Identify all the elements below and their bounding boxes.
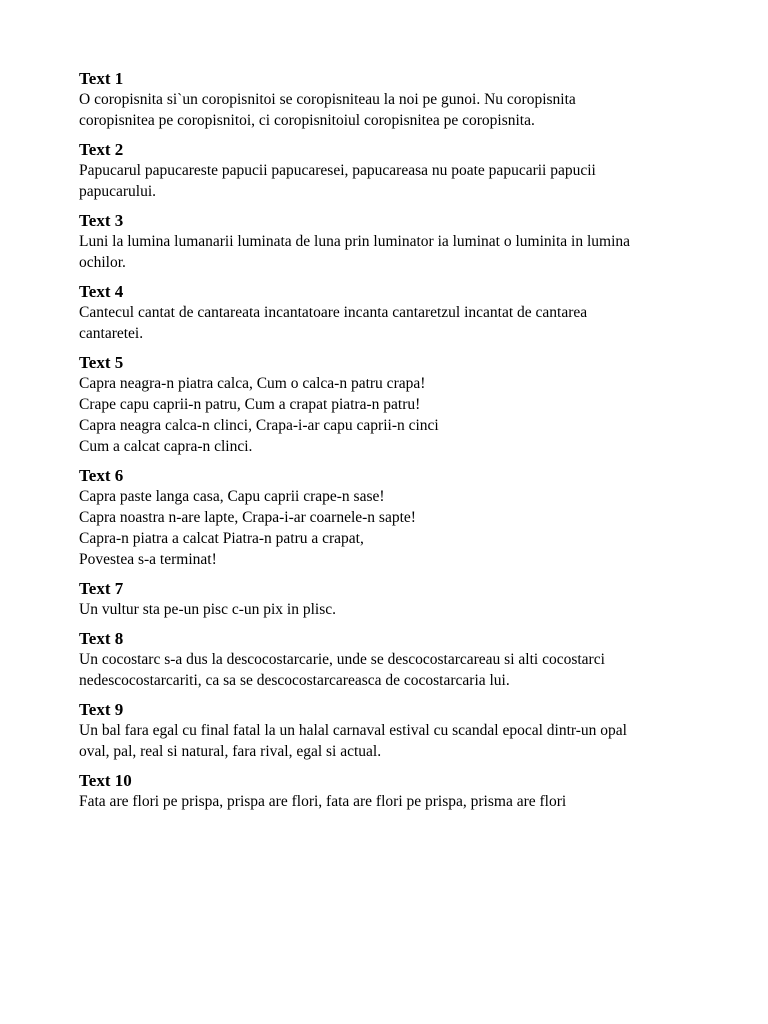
section-line: oval, pal, real si natural, fara rival, egal si actual. <box>79 743 382 760</box>
text-section-5 <box>79 353 719 457</box>
section-line: Capra noastra n-are lapte, Crapa-i-ar coarnele-n sapte! <box>79 509 416 526</box>
section-title: Text 2 <box>79 140 124 159</box>
section-title: Text 4 <box>79 282 124 301</box>
text-section-2 <box>79 140 719 202</box>
section-line: Capra neagra-n piatra calca, Cum o calca-n patru crapa! <box>79 375 426 392</box>
section-line: papucarului. <box>79 183 157 200</box>
section-line: coropisnitea pe coropisnitoi, ci coropisnitoiul coropisnitea pe coropisnita. <box>79 112 535 129</box>
section-title: Text 1 <box>79 69 124 88</box>
section-line: Cum a calcat capra-n clinci. <box>79 438 253 455</box>
section-line: O coropisnita si`un coropisnitoi se coropisniteau la noi pe gunoi. Nu coropisnita <box>79 91 576 108</box>
text-section-3 <box>79 211 719 273</box>
section-line: ochilor. <box>79 254 126 271</box>
text-section-9 <box>79 700 719 762</box>
section-line: nedescocostarcariti, ca sa se descocostarcareasca de cocostarcaria lui. <box>79 672 510 689</box>
text-section-6 <box>79 466 719 570</box>
section-line: Cantecul cantat de cantareata incantatoare incanta cantaretzul incantat de cantarea <box>79 304 588 321</box>
section-title: Text 3 <box>79 211 124 230</box>
section-line: Luni la lumina lumanarii luminata de luna prin luminator ia luminat o luminita in lumina <box>79 233 630 250</box>
text-section-8 <box>79 629 719 691</box>
text-section-10 <box>79 771 719 812</box>
text-section-4 <box>79 282 719 344</box>
section-line: Un bal fara egal cu final fatal la un halal carnaval estival cu scandal epocal dintr-un opal <box>79 722 627 739</box>
section-line: Fata are flori pe prispa, prispa are flori, fata are flori pe prispa, prisma are flori <box>79 793 567 810</box>
text-section-1 <box>79 69 719 131</box>
section-title: Text 5 <box>79 353 124 372</box>
section-line: Capra paste langa casa, Capu caprii crape-n sase! <box>79 488 385 505</box>
section-title: Text 7 <box>79 579 124 598</box>
document-page <box>79 69 719 821</box>
section-title: Text 9 <box>79 700 124 719</box>
section-line: Capra neagra calca-n clinci, Crapa-i-ar capu caprii-n cinci <box>79 417 439 434</box>
section-title: Text 6 <box>79 466 124 485</box>
section-title: Text 8 <box>79 629 124 648</box>
section-line: Capra-n piatra a calcat Piatra-n patru a crapat, <box>79 530 364 547</box>
section-line: Povestea s-a terminat! <box>79 551 217 568</box>
section-line: cantaretei. <box>79 325 144 342</box>
text-section-7 <box>79 579 719 620</box>
section-title: Text 10 <box>79 771 132 790</box>
section-line: Papucarul papucareste papucii papucaresei, papucareasa nu poate papucarii papucii <box>79 162 596 179</box>
section-line: Crape capu caprii-n patru, Cum a crapat piatra-n patru! <box>79 396 421 413</box>
section-line: Un cocostarc s-a dus la descocostarcarie, unde se descocostarcareau si alti cocostarci <box>79 651 605 668</box>
section-line: Un vultur sta pe-un pisc c-un pix in plisc. <box>79 601 336 618</box>
